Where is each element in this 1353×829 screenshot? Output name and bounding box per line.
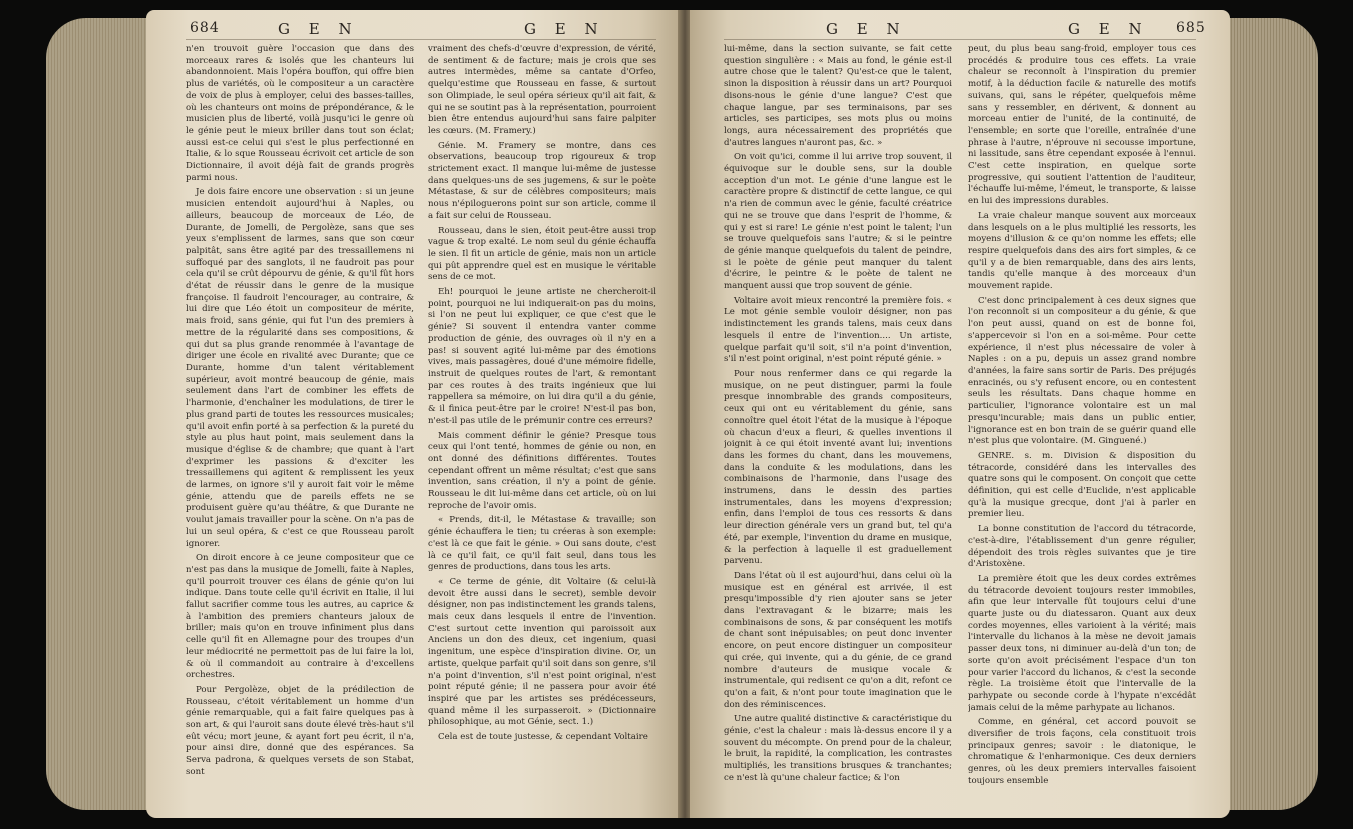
paragraph: peut, du plus beau sang-froid, employer tous ces procédés & produire tous ces effets. La vraie chaleur se reconnoît à l'inspiration du premier motif, à la déduction facile & naturelle des motifs suivans, qui, sans le répéter, quelquefois même sans y ressembler, en dérivent, & donnent au morceau entier de l'unité, de la continuité, de l'ensemble; en sorte que l'oreille, entraînée d'une phrase à l'autre, n'éprouve ni secousse importune, ni lassitude, sans être cependant exposée à l'ennui. C'est cette inspiration, en quelque sorte progressive, qui soutient l'attention de l'auditeur, l'échauffe lui-même, l'émeut, le transporte, & laisse en lui des impressions durables. [968,44,1196,207]
left-running-head-1: G E N [278,20,359,38]
left-page-edges [46,18,150,810]
paragraph: La bonne constitution de l'accord du tétracorde, c'est-à-dire, l'établissement d'un genre régulier, dépendoit des trois règles suivantes que je tire d'Aristoxène. [968,524,1196,570]
paragraph: Je dois faire encore une observation : si un jeune musicien entendoit aujourd'hui à Naples, ou ailleurs, beaucoup de morceaux de Léo, de Durante, de Jomelli, de Pergolèze, sans que ses yeux s'emplissent de larmes, sans que son cœur palpitât, sans être agité par des tressaillemens ni suffoqué par des sanglots, il ne faudroit pas pour cela qu'il se crût dépourvu de génie, & qu'il fût hors d'état de réussir dans le genre de la musique françoise. Il faudroit l'encourager, au contraire, & lui dire que Léo étoit un compositeur de mérite, mais froid, sans génie, qui fut l'un des premiers à mettre de la régularité dans ses compositions, & qui dut sa plus grande renommée à l'avantage de diriger une école en rivalité avec Durante; que ce Durante, homme d'un talent véritablement supérieur, avoit montré beaucoup de génie, mais seulement dans l'art de combiner les effets de l'harmonie, d'enchaîner les modulations, de tirer le plus grand parti de toutes les ressources musicales; qu'il avoit enfin porté à sa perfection & la pureté du style au plus haut point, mais seulement dans la musique d'église & de chambre; que quant à l'art d'exprimer les passions & d'exciter les tressaillemens qui agitent & remplissent les yeux de larmes, on ignore s'il y auroit fait voir le même génie, attendu que de pareils effets ne se produisent guère qu'au théâtre, & que Durante ne voulut jamais travailler pour la scène. On n'a pas de lui un seul opéra, & c'est ce que Rousseau paroît ignorer. [186,187,414,549]
right-running-head-2: G E N [1068,20,1149,38]
left-column-1 [186,44,414,810]
paragraph: On diroit encore à ce jeune compositeur que ce n'est pas dans la musique de Jomelli, faite à Naples, qu'il pourroit trouver ces élans de génie qu'on lui indique. Dans toute celle qu'il écrivit en Italie, il lui fallut sacrifier comme tous les autres, au caprice & à l'ambition des premiers chanteurs jaloux de briller; mais qu'on en trouve infiniment plus dans celle qu'il fit en Allemagne pour des troupes d'un leur médiocrité ne permettoit pas de lui faire la loi, & où il commandoit au contraire à d'excellens orchestres. [186,553,414,681]
right-column-1 [724,44,952,810]
paragraph: Rousseau, dans le sien, étoit peut-être aussi trop vague & trop exalté. Le nom seul du génie échauffa le sien. Il fit un article de génie, mais non un article qui pût apprendre quel est en musique le véritable sens de ce mot. [428,225,656,283]
paragraph: lui-même, dans la section suivante, se fait cette question singulière : « Mais au fond, le génie est-il autre chose que le talent? Qu'est-ce que le talent, sinon la disposition à réussir dans un art? Pourquoi disons-nous le génie d'une langue? C'est que chaque langue, par ses terminaisons, par ses articles, ses participes, ses mots plus ou moins longs, aura nécessairement des propriétés que d'autres langues n'auront pas, &c. » [724,44,952,148]
paragraph: « Prends, dit-il, le Métastase & travaille; son génie échauffera le tien; tu créeras à son exemple: c'est là ce que fait le génie. » Oui sans doute, c'est là ce qu'il fait, ce qu'il fait seul, dans tous les genres de productions, dans tous les arts. [428,515,656,573]
book-spread [6,4,1349,824]
paragraph: Génie. M. Framery se montre, dans ces observations, beaucoup trop rigoureux & trop strictement exact. Il manque lui-même de justesse dans quelques-uns de ses jugemens, & sur le poète Métastase, & sur de célèbres compositeurs; mais nous n'épiloguerons point sur son article, comme il a fait sur celui de Rousseau. [428,140,656,221]
paragraph: vraiment des chefs-d'œuvre d'expression, de vérité, de sentiment & de facture; mais je crois que ses autres intermèdes, même sa cantate d'Orfeo, quelqu'estime que Rousseau en fasse, & surtout son Olimpiade, le seul opéra sérieux qu'il ait fait, & qui ne se soutint pas à la représentation, pourroient bien être entendus aujourd'hui sans faire palpiter les cœurs. (M. Framery.) [428,44,656,136]
paragraph: Pour nous renfermer dans ce qui regarde la musique, on ne peut distinguer, parmi la foule presque innombrable des grands compositeurs, ceux qui ont eu véritablement du génie, sans connoître quel étoit l'état de la musique à l'époque où chacun d'eux a fleuri, & quelles inventions il joignit à ce qui étoit inventé avant lui; inventions dans les formes du chant, dans les mouvemens, dans la conduite & les modulations, dans les combinaisons de l'harmonie, dans l'usage des instrumens, dans le dessin des parties instrumentales, dans les moyens d'expression; enfin, dans l'emploi de tous ces ressorts & dans leur direction générale vers un grand but, tel qu'a été, par exemple, l'invention du drame en musique, & la perfection à laquelle il est graduellement parvenu. [724,368,952,567]
paragraph: Eh! pourquoi le jeune artiste ne chercheroit-il point, pourquoi ne lui indiquerait-on pas du moins, si l'on ne peut lui expliquer, ce que c'est que le génie? Si souvent il entendra vanter comme production de génie, des ouvrages où il n'y en a pas! si souvent agité lui-même par des émotions vives, mais passagères, doué d'une mémoire fidelle, instruit de quelques routes de l'art, & remontant par ces routes à des traits ingénieux que lui rappellera sa mémoire, on lui dira qu'il a du génie, & il finica peut-être par le croire! N'est-il pas bon, n'est-il pas utile de le prémunir contre ces erreurs? [428,287,656,426]
paragraph: Une autre qualité distinctive & caractéristique du génie, c'est la chaleur : mais là-dessus encore il y a souvent du mécompte. On prend pour de la chaleur, le bruit, la rapidité, la complication, les contrastes multipliés, les transitions brusques & tranchantes; ce n'est là qu'une chaleur factice; & l'on [724,714,952,783]
left-page [146,10,681,818]
paragraph: Comme, en général, cet accord pouvoit se diversifier de trois façons, cela constituoit trois principaux genres; savoir : le diatonique, le chromatique & l'enharmonique. Ces deux derniers genres, où les deux premiers intervalles faisoient toujours ensemble [968,717,1196,786]
paragraph: Cela est de toute justesse, & cependant Voltaire [438,732,648,743]
paragraph: n'en trouvoit guère l'occasion que dans des morceaux rares & isolés que les chanteurs lui abandonnoient. Mais l'opéra bouffon, qui offre bien plus de variétés, où le compositeur a un caractère de voix de plus à employer, celui des basses-tailles, où les chanteurs ont moins de prépondérance, & le musicien plus de liberté, voilà jusqu'ici le genre où le génie peut le mieux briller dans tout son éclat; aussi est-ce celui qui s'est le plus perfectionné en Italie, & lo sque Rousseau écrivoit cet article de son Dictionnaire, il avoit déjà fait de grands progrès parmi nous. [186,44,414,183]
left-page-number: 684 [190,20,220,36]
right-column-2 [968,44,1196,810]
paragraph: Pour Pergolèze, objet de la prédilection de Rousseau, c'étoit véritablement un homme d'un génie remarquable, qui a fait faire quelques pas à son art, & qui l'auroit sans doute élevé très-haut s'il eût vécu; mort jeune, & ayant fort peu écrit, il n'a, pour ainsi dire, donné que des espérances. Sa Serva padrona, & quelques versets de son Stabat, sont [186,684,414,777]
right-page [690,10,1230,818]
left-column-2 [428,44,656,810]
paragraph: « Ce terme de génie, dit Voltaire (& celui-là devoit être aussi dans le secret), semble devoir désigner, non pas indistinctement les grands talens, mais ceux dans lesquels il entre de l'invention. C'est surtout cette invention qui paroissoit aux Anciens un don des dieux, cet ingenium, quasi ingenitum, une espèce d'inspiration divine. Or, un artiste, quelque parfait qu'il soit dans son genre, s'il n'a point d'invention, s'il n'est point original, n'est point réputé génie; il ne passera pour avoir été inspiré que par les artistes ses prédécesseurs, quand même il les surpasseroit. » (Dictionnaire philosophique, au mot Génie, sect. 1.) [428,576,656,728]
paragraph: La première étoit que les deux cordes extrêmes du tétracorde devoient toujours rester immobiles, afin que leur intervalle fût toujours celui d'une quarte juste ou du diatessaron. Quant aux deux cordes moyennes, elles varioient à la vérité; mais l'intervalle du lichanos à la mèse ne devoit jamais passer deux tons, ni diminuer au-delà d'un ton; de sorte qu'on avoit précisément l'espace d'un ton pour varier l'accord du lichanos, & c'est la seconde règle. La troisième étoit que l'intervalle de la parhypate ou seconde corde à l'hypate n'excédât jamais celui de la même parhypate au lichanos. [968,573,1196,713]
right-head-rule [724,39,1196,40]
right-page-edges [1226,18,1318,810]
paragraph: Voltaire avoit mieux rencontré la première fois. « Le mot génie semble vouloir désigner, non pas indistinctement les grands talens, mais ceux dans lesquels il entre de l'invention.... Un artiste, quelque parfait qu'il soit, s'il n'a point d'invention, s'il n'est point original, n'est point réputé génie. » [724,295,952,365]
right-running-head-1: G E N [826,20,907,38]
right-page-number: 685 [1176,20,1206,36]
paragraph: GENRE. s. m. Division & disposition du tétracorde, considéré dans les intervalles des quatre sons qui le composent. On conçoit que cette définition, qui est celle d'Euclide, n'est applicable qu'à la musique grecque, dont j'ai à parler en premier lieu. [968,450,1196,520]
left-head-rule [186,39,656,40]
left-running-head-2: G E N [524,20,605,38]
paragraph: La vraie chaleur manque souvent aux morceaux dans lesquels on a le plus multiplié les ressorts, les moyens d'illusion & ce qu'on nomme les effets; elle respire quelquefois dans des airs fort simples, & ce qu'il y a de bien remarquable, dans des airs lents, tandis qu'elle manque à des morceaux d'un mouvement rapide. [968,210,1196,292]
paragraph: On voit qu'ici, comme il lui arrive trop souvent, il équivoque sur le double sens, sur la double acception d'un mot. Le génie d'une langue est le caractère propre & distinctif de cette langue, ce qui n'a rien de commun avec le génie, faculté créatrice qui ne se trouve que dans l'esprit de l'homme, & qui y est si rare! Le génie n'est point le talent; l'un se trouve quelquefois sans l'autre; & si le peintre de génie manque quelquefois du talent de peindre, si le poète de génie peut manquer du talent d'écrire, le peintre & le poète de talent ne manquent aussi que trop souvent de génie. [724,152,952,292]
paragraph: C'est donc principalement à ces deux signes que l'on reconnoît si un compositeur a du génie, & que l'on peut aussi, quand on est de bonne foi, s'appercevoir si l'on en a soi-même. Pour cette expérience, il n'est plus nécessaire de voler à Naples : on a pu, depuis un assez grand nombre d'années, la faire sans sortir de Paris. Des préjugés enracinés, ou s'y refusent encore, ou en contestent seuls les résultats. Dans chaque homme en particulier, l'ignorance volontaire est un mal presqu'incurable; mais dans un public entier, l'ignorance est en bon train de se guérir quand elle n'est plus que volontaire. (M. Ginguené.) [968,295,1196,447]
paragraph: Mais comment définir le génie? Presque tous ceux qui l'ont tenté, hommes de génie ou non, en ont donné des définitions différentes. Toutes cependant offrent un même résultat; c'est que sans invention, sans création, il n'y a point de génie. Rousseau le dit lui-même dans cet article, où on lui reproche de l'avoir omis. [428,430,656,511]
paragraph: Dans l'état où il est aujourd'hui, dans celui où la musique est en général est arrivée, il est presqu'impossible d'y rien ajouter sans se jeter dans l'extravagant & le bizarre; mais les combinaisons de sons, & par conséquent les motifs de chant sont inépuisables; on peut donc inventer encore, on peut encore distinguer un compositeur qui crée, qui invente, qui a du génie, de ce grand nombre d'auteurs de musique vocale & instrumentale, qui redisent ce qu'on a dit, refont ce qu'on a fait, & n'ont pour toute imagination que le don des réminiscences. [724,570,952,710]
